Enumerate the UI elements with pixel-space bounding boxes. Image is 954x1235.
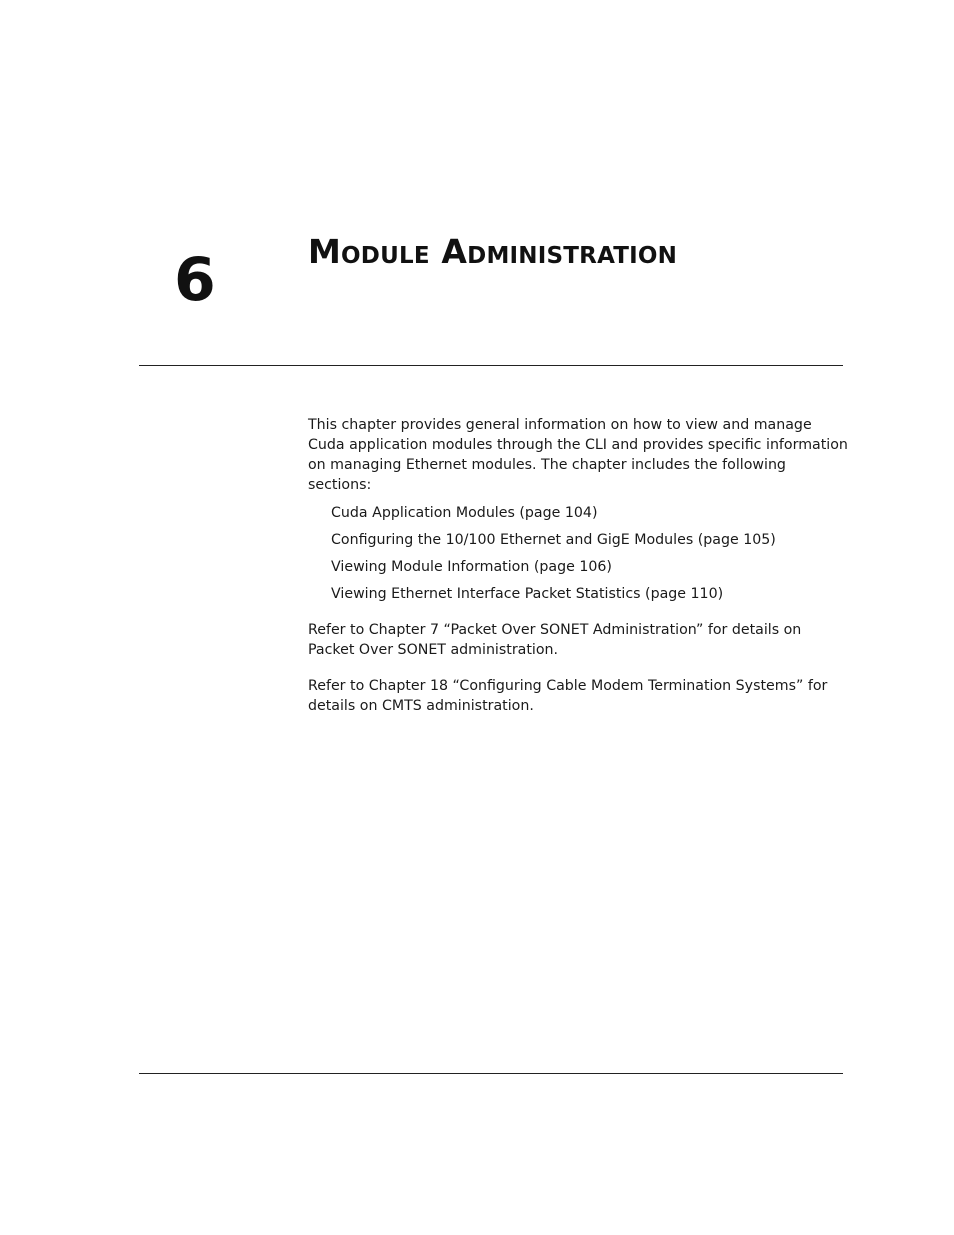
chapter-title: Module Administration <box>308 232 678 271</box>
chapter-body <box>308 415 848 716</box>
reference-paragraph-sonet: Refer to Chapter 7 “Packet Over SONET Administration” for details on Packet Over SONET administration. <box>308 622 802 658</box>
reference-paragraph-cmts: Refer to Chapter 18 “Configuring Cable Modem Termination Systems” for details on CMTS administration. <box>308 678 828 714</box>
section-link-configuring-ethernet-gige[interactable]: Configuring the 10/100 Ethernet and GigE Modules (page 105) <box>331 532 776 548</box>
section-link-viewing-module-information[interactable]: Viewing Module Information (page 106) <box>331 559 612 575</box>
section-list <box>308 503 848 604</box>
section-link-cuda-application-modules[interactable]: Cuda Application Modules (page 104) <box>331 505 598 521</box>
top-divider <box>139 365 843 366</box>
intro-paragraph: This chapter provides general information on how to view and manage Cuda application modules through the CLI and provides specific information on managing Ethernet modules. The chapter includes the following sections: <box>308 417 848 493</box>
bottom-divider <box>139 1073 843 1074</box>
chapter-number: 6 <box>174 245 216 315</box>
section-link-viewing-packet-statistics[interactable]: Viewing Ethernet Interface Packet Statistics (page 110) <box>331 586 724 602</box>
